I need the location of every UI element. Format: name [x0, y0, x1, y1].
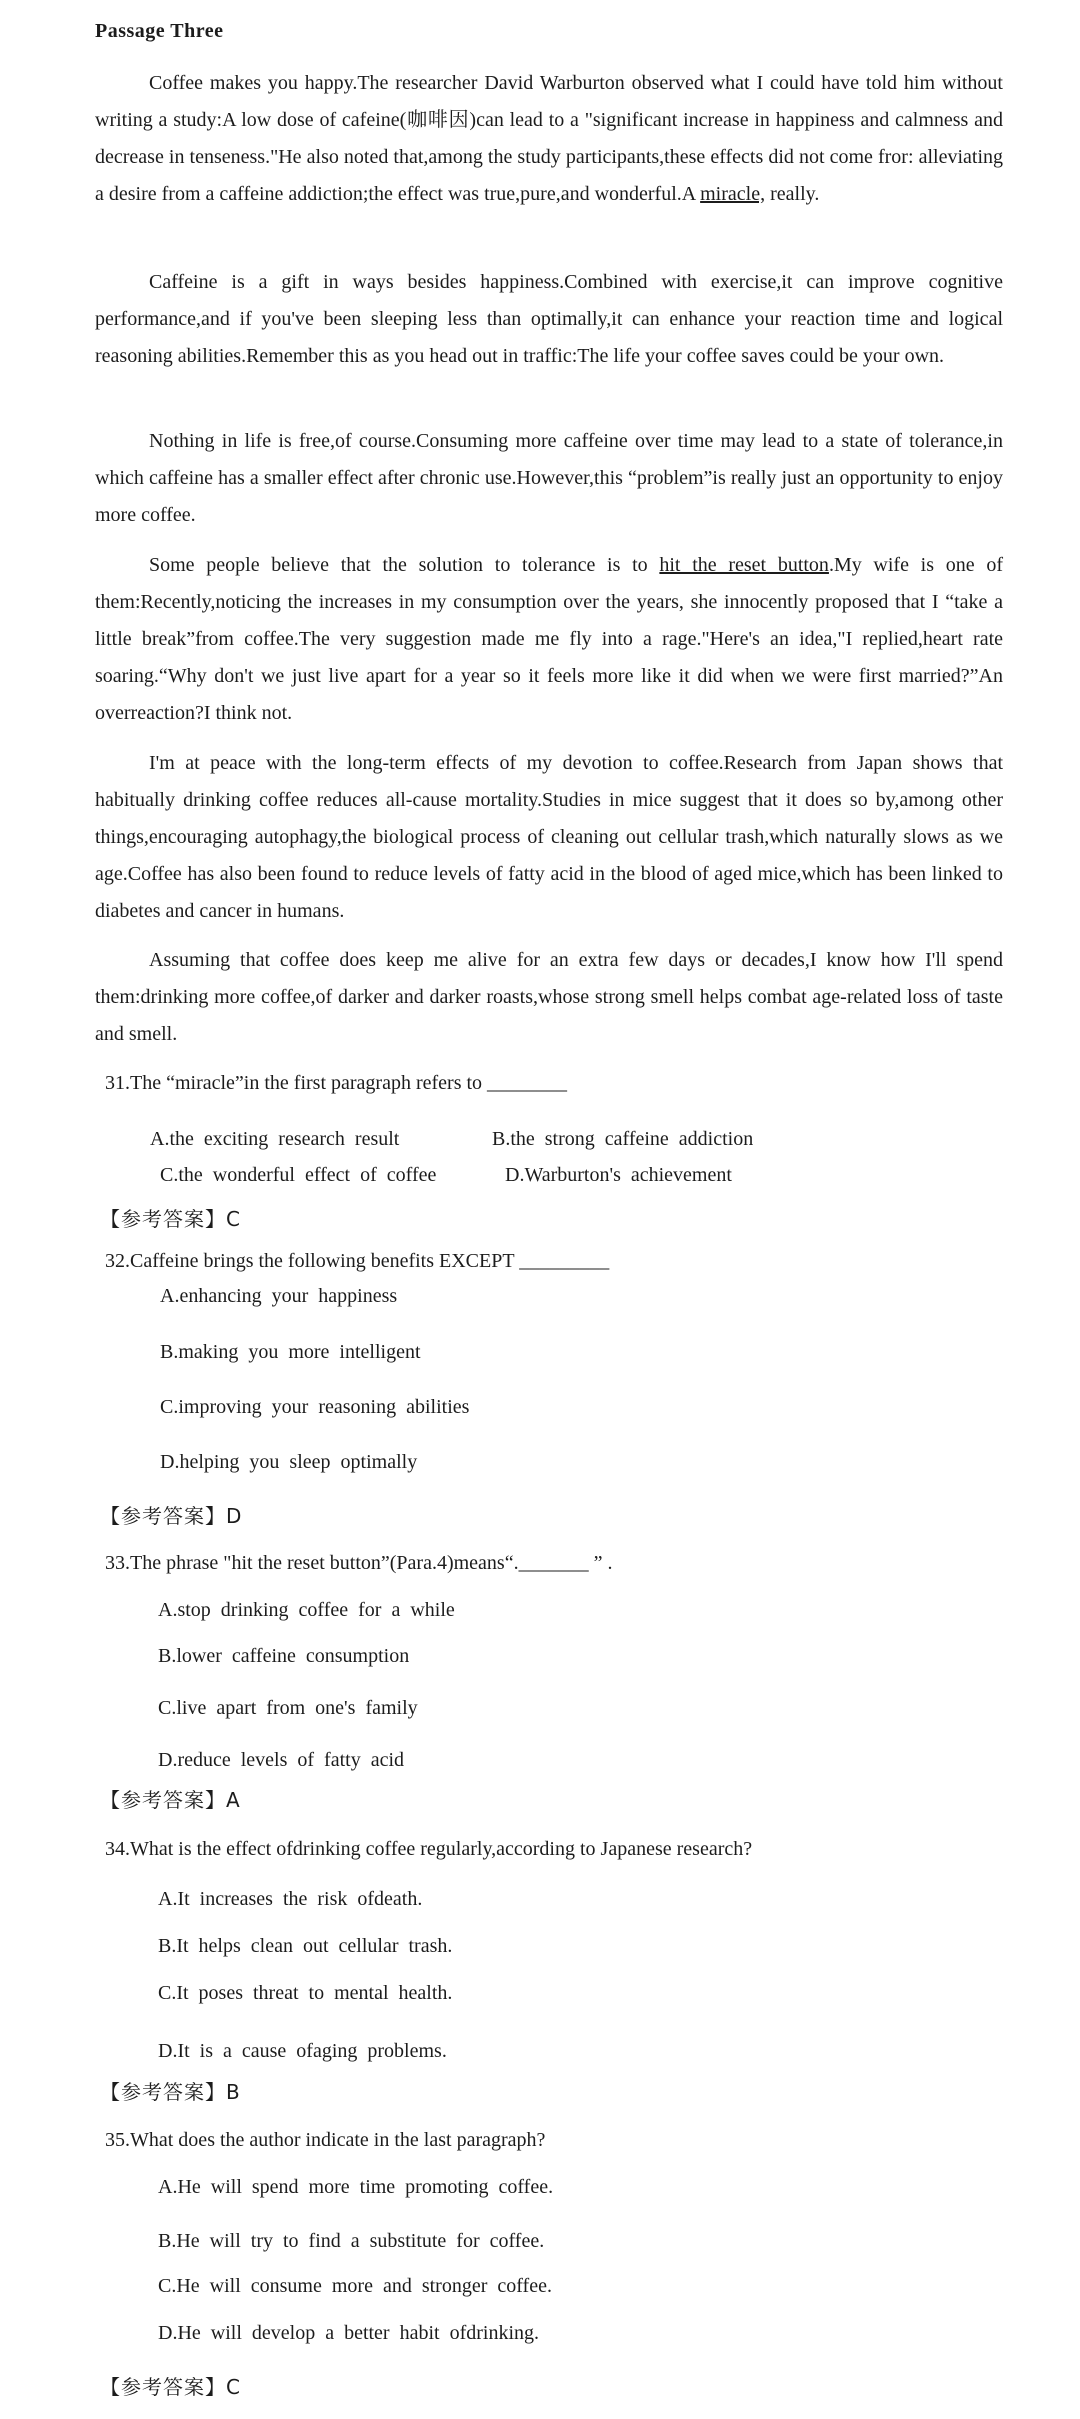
question-32-option-a: A.enhancing your happiness [160, 1285, 398, 1307]
question-35-option-b: B.He will try to find a substitute for coffee. [158, 2230, 545, 2252]
question-34-option-a: A.It increases the risk ofdeath. [158, 1888, 423, 1910]
paragraph-4-text-a: Some people believe that the solution to tolerance is to [149, 554, 660, 576]
paragraph-4 [95, 547, 1003, 732]
paragraph-4-text-b: .My wife is one of them:Recently,noticing the increases in my consumption over the years, she innocently proposed that I “take a little break”from coffee.The very suggestion made me fly into a rage."Here's an idea,"I replied,heart rate soaring.“Why don't we just live apart for a year so it feels more like it did when we were first married?”An overreaction?I think not. [95, 554, 1003, 724]
question-34-stem: 34.What is the effect ofdrinking coffee regularly,according to Japanese research? [105, 1838, 753, 1860]
question-31-option-d: D.Warburton's achievement [505, 1164, 732, 1186]
underlined-miracle: miracle, [700, 183, 766, 205]
question-33-option-a: A.stop drinking coffee for a while [158, 1599, 455, 1621]
question-33-option-d: D.reduce levels of fatty acid [158, 1749, 405, 1771]
question-31-option-c: C.the wonderful effect of coffee [160, 1164, 437, 1186]
question-35-option-d: D.He will develop a better habit ofdrinking. [158, 2322, 540, 2344]
question-33-option-b: B.lower caffeine consumption [158, 1645, 410, 1667]
question-33-option-c: C.live apart from one's family [158, 1697, 418, 1719]
question-34-answer: 【参考答案】B [100, 2080, 241, 2104]
question-33-answer: 【参考答案】A [100, 1788, 241, 1812]
question-32-option-b: B.making you more intelligent [160, 1341, 421, 1363]
question-34-option-c: C.It poses threat to mental health. [158, 1982, 453, 2004]
question-31-answer: 【参考答案】C [100, 1207, 241, 1231]
question-32-answer: 【参考答案】D [100, 1504, 243, 1528]
question-31-option-a: A.the exciting research result [150, 1128, 400, 1150]
paragraph-5: I'm at peace with the long-term effects of my devotion to coffee.Research from Japan shows that habitually drinking coffee reduces all-cause mortality.Studies in mice suggest that it does so by,among other things,encouraging autophagy,the biological process of cleaning out cellular trash,which naturally slows as we age.Coffee has also been found to reduce levels of fatty acid in the blood of aged mice,which has been linked to diabetes and cancer in humans. [95, 752, 1003, 922]
paragraph-1-text-b: really. [765, 183, 820, 205]
question-35-stem: 35.What does the author indicate in the last paragraph? [105, 2129, 546, 2151]
question-32-option-d: D.helping you sleep optimally [160, 1451, 418, 1473]
question-35-option-a: A.He will spend more time promoting coffee. [158, 2176, 554, 2198]
paragraph-2: Caffeine is a gift in ways besides happiness.Combined with exercise,it can improve cognitive performance,and if you've been sleeping less than optimally,it can enhance your reaction time and logical reasoning abilities.Remember this as you head out in traffic:The life your coffee saves could be your own. [95, 271, 1003, 367]
question-34-option-d: D.It is a cause ofaging problems. [158, 2040, 447, 2062]
question-32-option-c: C.improving your reasoning abilities [160, 1396, 470, 1418]
question-35-option-c: C.He will consume more and stronger coffee. [158, 2275, 552, 2297]
paragraph-1-text-a: Coffee makes you happy.The researcher David Warburton observed what I could have told him without writing a study:A low dose of cafeine(咖啡因)can lead to a "significant increase in happiness and calmness and decrease in tenseness."He also noted that,among the study participants,these effects did not come fror: alleviating a desire from a caffeine addiction;the effect was true,pure,and wonderful.A [95, 72, 1003, 205]
question-32-stem: 32.Caffeine brings the following benefits EXCEPT _________ [105, 1250, 610, 1272]
underlined-reset-button: hit the reset button [659, 554, 829, 576]
question-35-answer: 【参考答案】C [100, 2375, 241, 2399]
paragraph-3: Nothing in life is free,of course.Consuming more caffeine over time may lead to a state of tolerance,in which caffeine has a smaller effect after chronic use.However,this “problem”is really just an opportunity to enjoy more coffee. [95, 430, 1003, 526]
question-31-stem: 31.The “miracle”in the first paragraph refers to ________ [105, 1072, 568, 1094]
paragraph-6: Assuming that coffee does keep me alive for an extra few days or decades,I know how I'll spend them:drinking more coffee,of darker and darker roasts,whose strong smell helps combat age-related loss of taste and smell. [95, 949, 1003, 1045]
question-33-stem: 33.The phrase "hit the reset button”(Para.4)means“._______ ” . [105, 1552, 613, 1574]
question-31-option-b: B.the strong caffeine addiction [492, 1128, 754, 1150]
paragraph-1 [95, 65, 1003, 213]
question-34-option-b: B.It helps clean out cellular trash. [158, 1935, 453, 1957]
passage-title: Passage Three [95, 20, 224, 42]
